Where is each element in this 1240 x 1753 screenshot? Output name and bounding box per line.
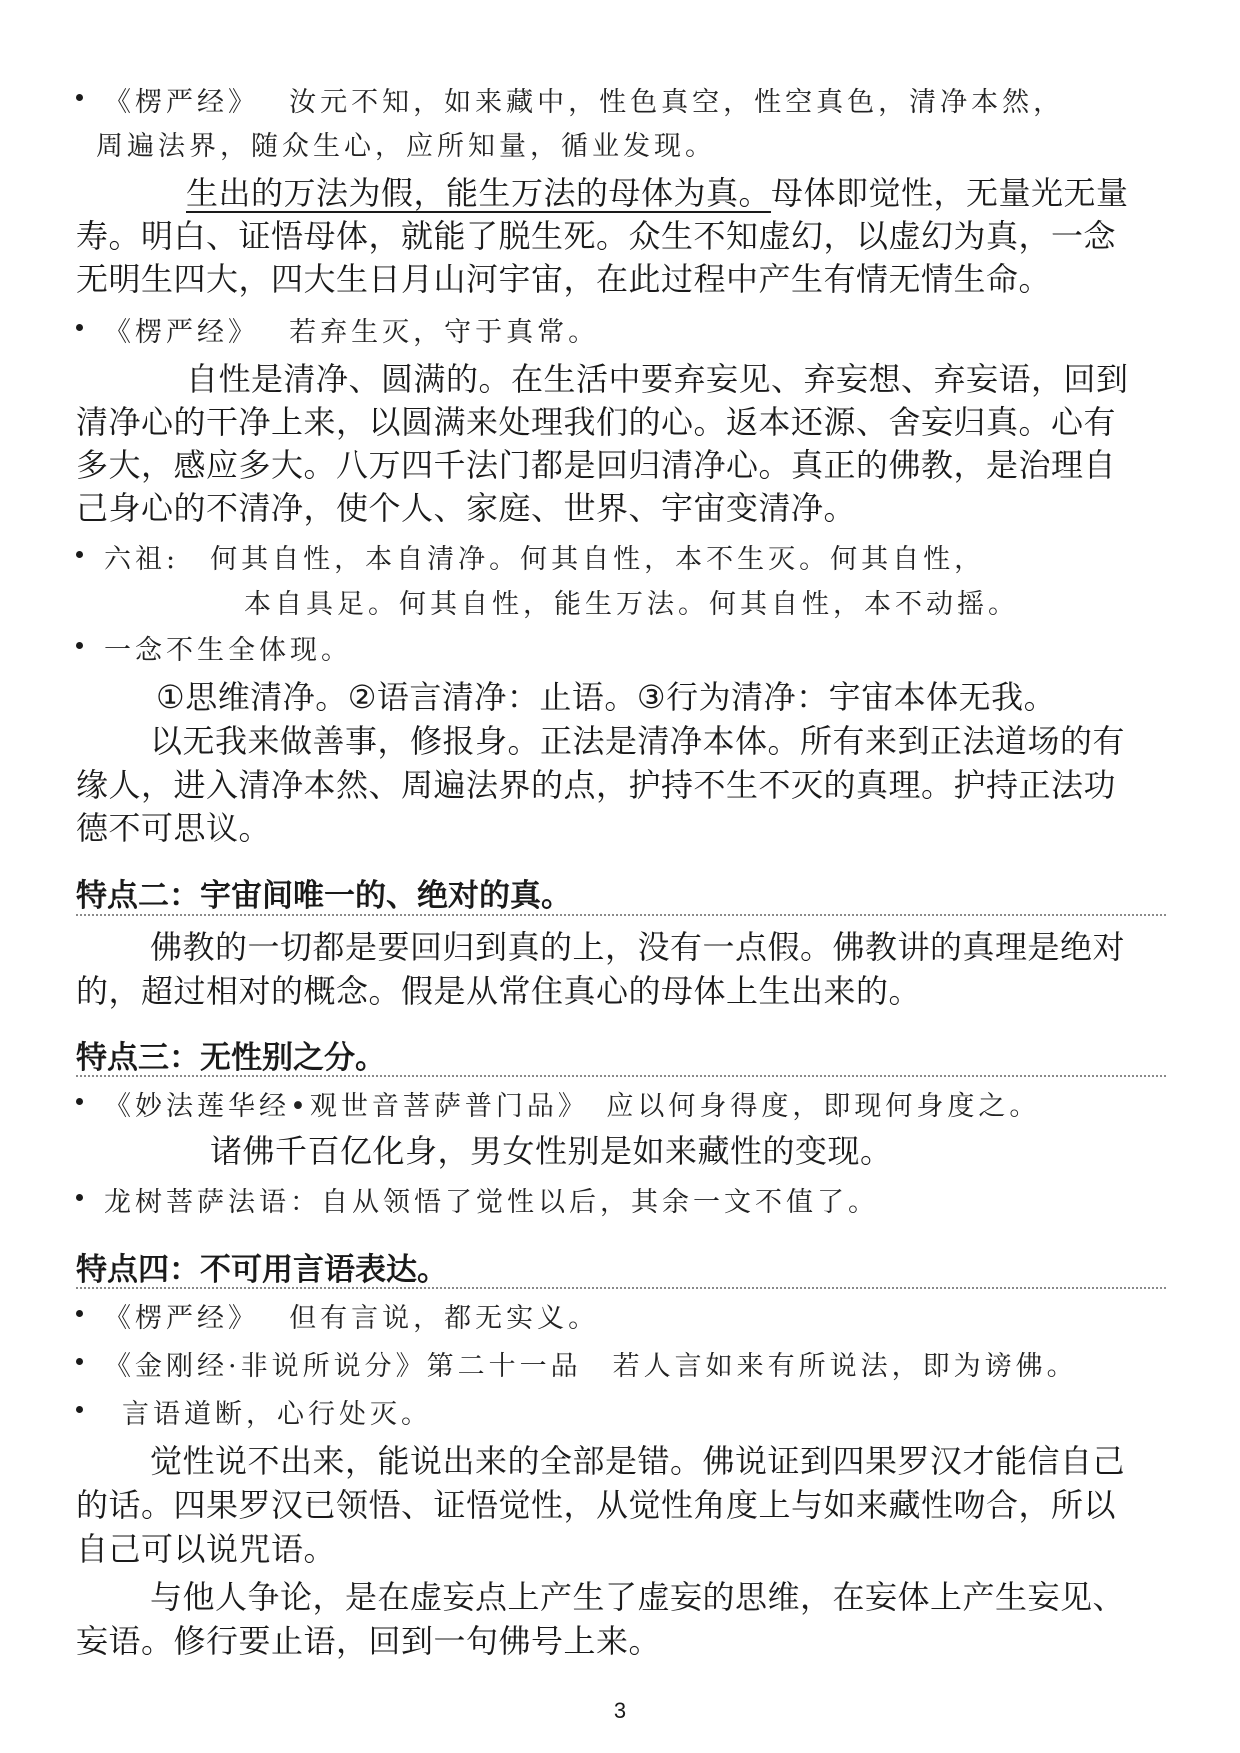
page-number: 3	[613, 1698, 627, 1723]
quote-lengyan-1: 《楞严经》 汝元不知，如来藏中，性色真空，性空真色，清净本然，	[104, 87, 1065, 118]
bullet-8	[76, 1358, 83, 1365]
paragraph-7-line-2: 妄语。修行要止语，回到一句佛号上来。	[76, 1622, 662, 1660]
section-heading-3: 特点三：无性别之分。	[76, 1040, 386, 1076]
quote-lotus-sutra: 《妙法莲华经•观世音菩萨普门品》 应以何身得度，即现何身度之。	[104, 1091, 1041, 1122]
paragraph-6-line-1: 觉性说不出来，能说出来的全部是错。佛说证到四果罗汉才能信自己	[150, 1442, 1126, 1480]
heading-4-divider	[76, 1287, 1166, 1289]
paragraph-3-line-1: ①思维清净。②语言清净：止语。③行为清净：宇宙本体无我。	[156, 678, 1057, 716]
quote-lengyan-2: 《楞严经》 若弃生灭，守于真常。	[104, 317, 600, 348]
quote-liuzu-1: 六祖: 何其自性，本自清净。何其自性，本不生灭。何其自性，	[104, 544, 986, 575]
bullet-2	[76, 324, 83, 331]
paragraph-5-line-1: 诸佛千百亿化身，男女性别是如来藏性的变现。	[210, 1132, 893, 1170]
paragraph-2-line-1: 自性是清净、圆满的。在生活中要弃妄见、弃妄想、弃妄语，回到	[186, 360, 1129, 398]
section-heading-4: 特点四：不可用言语表达。	[76, 1252, 448, 1288]
quote-speech-cut-off: 言语道断，心行处灭。	[122, 1399, 432, 1430]
quote-liuzu-2: 本自具足。何其自性，能生万法。何其自性，本不动摇。	[244, 589, 1019, 620]
bullet-9	[76, 1406, 83, 1413]
bullet-7	[76, 1310, 83, 1317]
heading-3-divider	[76, 1075, 1166, 1077]
paragraph-7-line-1: 与他人争论，是在虚妄点上产生了虚妄的思维，在妄体上产生妄见、	[150, 1578, 1126, 1616]
paragraph-4-line-1: 佛教的一切都是要回归到真的上，没有一点假。佛教讲的真理是绝对	[150, 928, 1126, 966]
paragraph-1-line-3: 无明生四大，四大生日月山河宇宙，在此过程中产生有情无情生命。	[76, 260, 1052, 298]
paragraph-2-line-2: 清净心的干净上来，以圆满来处理我们的心。返本还源、舍妄归真。心有	[76, 403, 1117, 441]
paragraph-4-line-2: 的，超过相对的概念。假是从常住真心的母体上生出来的。	[76, 972, 922, 1010]
paragraph-3-line-2: 以无我来做善事，修报身。正法是清净本体。所有来到正法道场的有	[150, 722, 1126, 760]
quote-lengyan-1-cont: 周遍法界，随众生心，应所知量，循业发现。	[96, 131, 716, 162]
bullet-5	[76, 1098, 83, 1105]
paragraph-1-line-2: 寿。明白、证悟母体，就能了脱生死。众生不知虚幻，以虚幻为真，一念	[76, 217, 1117, 255]
paragraph-6-line-2: 的话。四果罗汉已领悟、证悟觉性，从觉性角度上与如来藏性吻合，所以	[76, 1486, 1117, 1524]
quote-nagarjuna: 龙树菩萨法语：自从领悟了觉性以后，其余一文不值了。	[104, 1187, 879, 1218]
bullet-4	[76, 642, 83, 649]
underlined-phrase: 生出的万法为假，能生万法的母体为真。	[186, 174, 772, 212]
bullet-1	[76, 94, 83, 101]
section-heading-2: 特点二：宇宙间唯一的、绝对的真。	[76, 878, 572, 914]
paragraph-2-line-3: 多大，感应多大。八万四千法门都是回归清净心。真正的佛教，是治理自	[76, 446, 1117, 484]
paragraph-6-line-3: 自己可以说咒语。	[76, 1530, 337, 1568]
paragraph-2-line-4: 己身心的不清净，使个人、家庭、世界、宇宙变清净。	[76, 489, 857, 527]
bullet-3	[76, 551, 83, 558]
heading-2-divider	[76, 914, 1166, 916]
paragraph-1-line-1	[186, 168, 1129, 214]
quote-diamond-sutra: 《金刚经·非说所说分》第二十一品 若人言如来有所说法，即为谤佛。	[104, 1351, 1078, 1382]
quote-lengyan-3: 《楞严经》 但有言说，都无实义。	[104, 1303, 600, 1334]
bullet-6	[76, 1194, 83, 1201]
paragraph-1-line-1-rest: 母体即觉性，无量光无量	[771, 174, 1129, 212]
paragraph-3-line-3: 缘人，进入清净本然、周遍法界的点，护持不生不灭的真理。护持正法功	[76, 766, 1117, 804]
paragraph-3-line-4: 德不可思议。	[76, 809, 272, 847]
quote-yinian: 一念不生全体现。	[104, 635, 352, 666]
